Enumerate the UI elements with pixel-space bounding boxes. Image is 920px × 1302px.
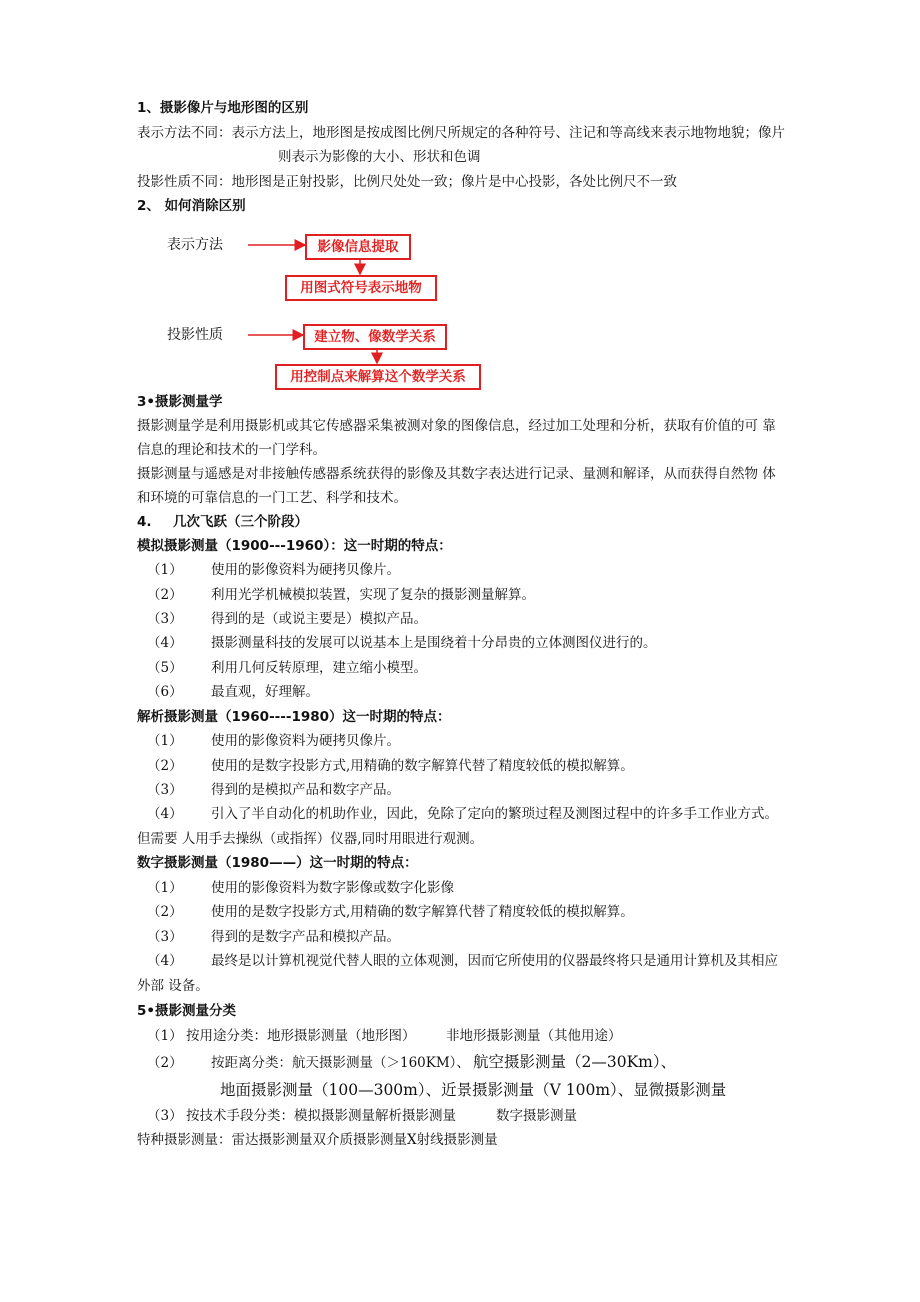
category-3-text: 按技术手段分类：模拟摄影测量解析摄影测量	[186, 1108, 456, 1124]
section-1-heading: 1、摄影像片与地形图的区别	[137, 100, 309, 116]
stage-1-item-text: 利用几何反转原理，建立缩小模型。	[211, 660, 427, 676]
s3-definition-2: 摄影测量与遥感是对非接触传感器系统获得的影像及其数字表达进行记录、量测和解译，从而获得自然物 体	[137, 466, 776, 482]
diagram-arrows	[0, 0, 920, 400]
stage-1-item-text: 利用光学机械模拟装置，实现了复杂的摄影测量解算。	[211, 587, 535, 603]
stage-2-title: 解析摄影测量（1960----1980）这一时期的特点：	[137, 709, 451, 725]
stage-1-item-num: （1）	[147, 562, 183, 578]
stage-3-item-text: 使用的是数字投影方式,用精确的数字解算代替了精度较低的模拟解算。	[211, 904, 634, 920]
stage-1-item-num: （6）	[147, 684, 183, 700]
stage-3-item-text: 使用的影像资料为数字影像或数字化影像	[211, 880, 454, 896]
s3-definition-1: 摄影测量学是利用摄影机或其它传感器采集被测对象的图像信息，经过加工处理和分析，获取有价值的可 靠	[137, 418, 776, 434]
section-2-heading: 2、 如何消除区别	[137, 198, 246, 214]
category-3-num: （3）	[147, 1108, 183, 1124]
diagram-label-method: 表示方法	[167, 237, 223, 253]
stage-1-item-text: 摄影测量科技的发展可以说基本上是围绕着十分昂贵的立体测图仪进行的。	[211, 635, 657, 651]
stage-1-item-num: （5）	[147, 660, 183, 676]
diagram-label-projection: 投影性质	[167, 327, 223, 343]
diagram-box-symbol-representation: 用图式符号表示地物	[285, 275, 437, 301]
s1-paragraph-projection: 投影性质不同：地形图是正射投影，比例尺处处一致；像片是中心投影，各处比例尺不一致	[137, 174, 677, 190]
category-2-num: （2）	[147, 1055, 183, 1071]
stage-1-item-num: （2）	[147, 587, 183, 603]
stage-2-item-text: 得到的是模拟产品和数字产品。	[211, 782, 400, 798]
stage-3-item-num: （1）	[147, 880, 183, 896]
stage-2-item-text: 引入了半自动化的机助作业，因此，免除了定向的繁琐过程及测图过程中的许多手工作业方式。	[211, 806, 778, 822]
section-3-heading: 3•摄影测量学	[137, 394, 223, 410]
category-3-extra: 数字摄影测量	[496, 1108, 577, 1124]
stage-1-item-text: 最直观，好理解。	[211, 684, 319, 700]
section-4-heading-number: 4.	[137, 514, 152, 530]
stage-3-item-text: 最终是以计算机视觉代替人眼的立体观测，因而它所使用的仪器最终将只是通用计算机及其相应	[211, 953, 778, 969]
s1-paragraph-method: 表示方法不同：表示方法上，地形图是按成图比例尺所规定的各种符号、注记和等高线来表示地物地貌；像片	[137, 125, 785, 141]
category-2-text-b: 航空摄影测量（2—30Km）、	[473, 1053, 677, 1071]
stage-3-item-num: （2）	[147, 904, 183, 920]
category-1-num: （1）	[147, 1028, 183, 1044]
stage-3-continuation: 外部 设备。	[137, 978, 209, 994]
category-2-line2: 地面摄影测量（100—300m）、近景摄影测量（V 100m）、显微摄影测量	[220, 1081, 727, 1099]
diagram-box-math-relation: 建立物、像数学关系	[303, 324, 447, 350]
stage-2-item-text: 使用的是数字投影方式,用精确的数字解算代替了精度较低的模拟解算。	[211, 758, 634, 774]
stage-3-item-num: （3）	[147, 929, 183, 945]
s3-definition-1-cont: 信息的理论和技术的一门学科。	[137, 442, 326, 458]
s3-definition-2-cont: 和环境的可靠信息的一门工艺、科学和技术。	[137, 490, 407, 506]
category-2-text-a: 按距离分类：航天摄影测量（＞160KM）、	[211, 1055, 470, 1071]
stage-2-item-text: 使用的影像资料为硬拷贝像片。	[211, 733, 400, 749]
stage-2-continuation: 但需要 人用手去操纵（或指挥）仪器,同时用眼进行观测。	[137, 831, 484, 847]
stage-3-item-num: （4）	[147, 953, 183, 969]
stage-2-item-num: （2）	[147, 758, 183, 774]
stage-1-item-text: 得到的是（或说主要是）模拟产品。	[211, 611, 427, 627]
category-1-text: 按用途分类：地形摄影测量（地形图）	[186, 1028, 416, 1044]
stage-2-item-num: （4）	[147, 806, 183, 822]
section-4-heading-text: 几次飞跃（三个阶段）	[173, 514, 308, 530]
diagram-box-control-points: 用控制点来解算这个数学关系	[275, 364, 481, 390]
stage-2-item-num: （1）	[147, 733, 183, 749]
special-photogrammetry: 特种摄影测量：雷达摄影测量双介质摄影测量X射线摄影测量	[137, 1132, 498, 1148]
stage-1-item-text: 使用的影像资料为硬拷贝像片。	[211, 562, 400, 578]
section-5-heading: 5•摄影测量分类	[137, 1003, 237, 1019]
stage-3-title: 数字摄影测量（1980——）这一时期的特点：	[137, 855, 418, 871]
diagram-box-image-extraction: 影像信息提取	[305, 234, 411, 260]
stage-2-item-num: （3）	[147, 782, 183, 798]
stage-1-title: 模拟摄影测量（1900---1960）：这一时期的特点：	[137, 538, 452, 554]
category-1-extra: 非地形摄影测量（其他用途）	[446, 1028, 622, 1044]
s1-paragraph-method-cont: 则表示为影像的大小、形状和色调	[278, 149, 481, 165]
stage-1-item-num: （4）	[147, 635, 183, 651]
stage-1-item-num: （3）	[147, 611, 183, 627]
stage-3-item-text: 得到的是数字产品和模拟产品。	[211, 929, 400, 945]
